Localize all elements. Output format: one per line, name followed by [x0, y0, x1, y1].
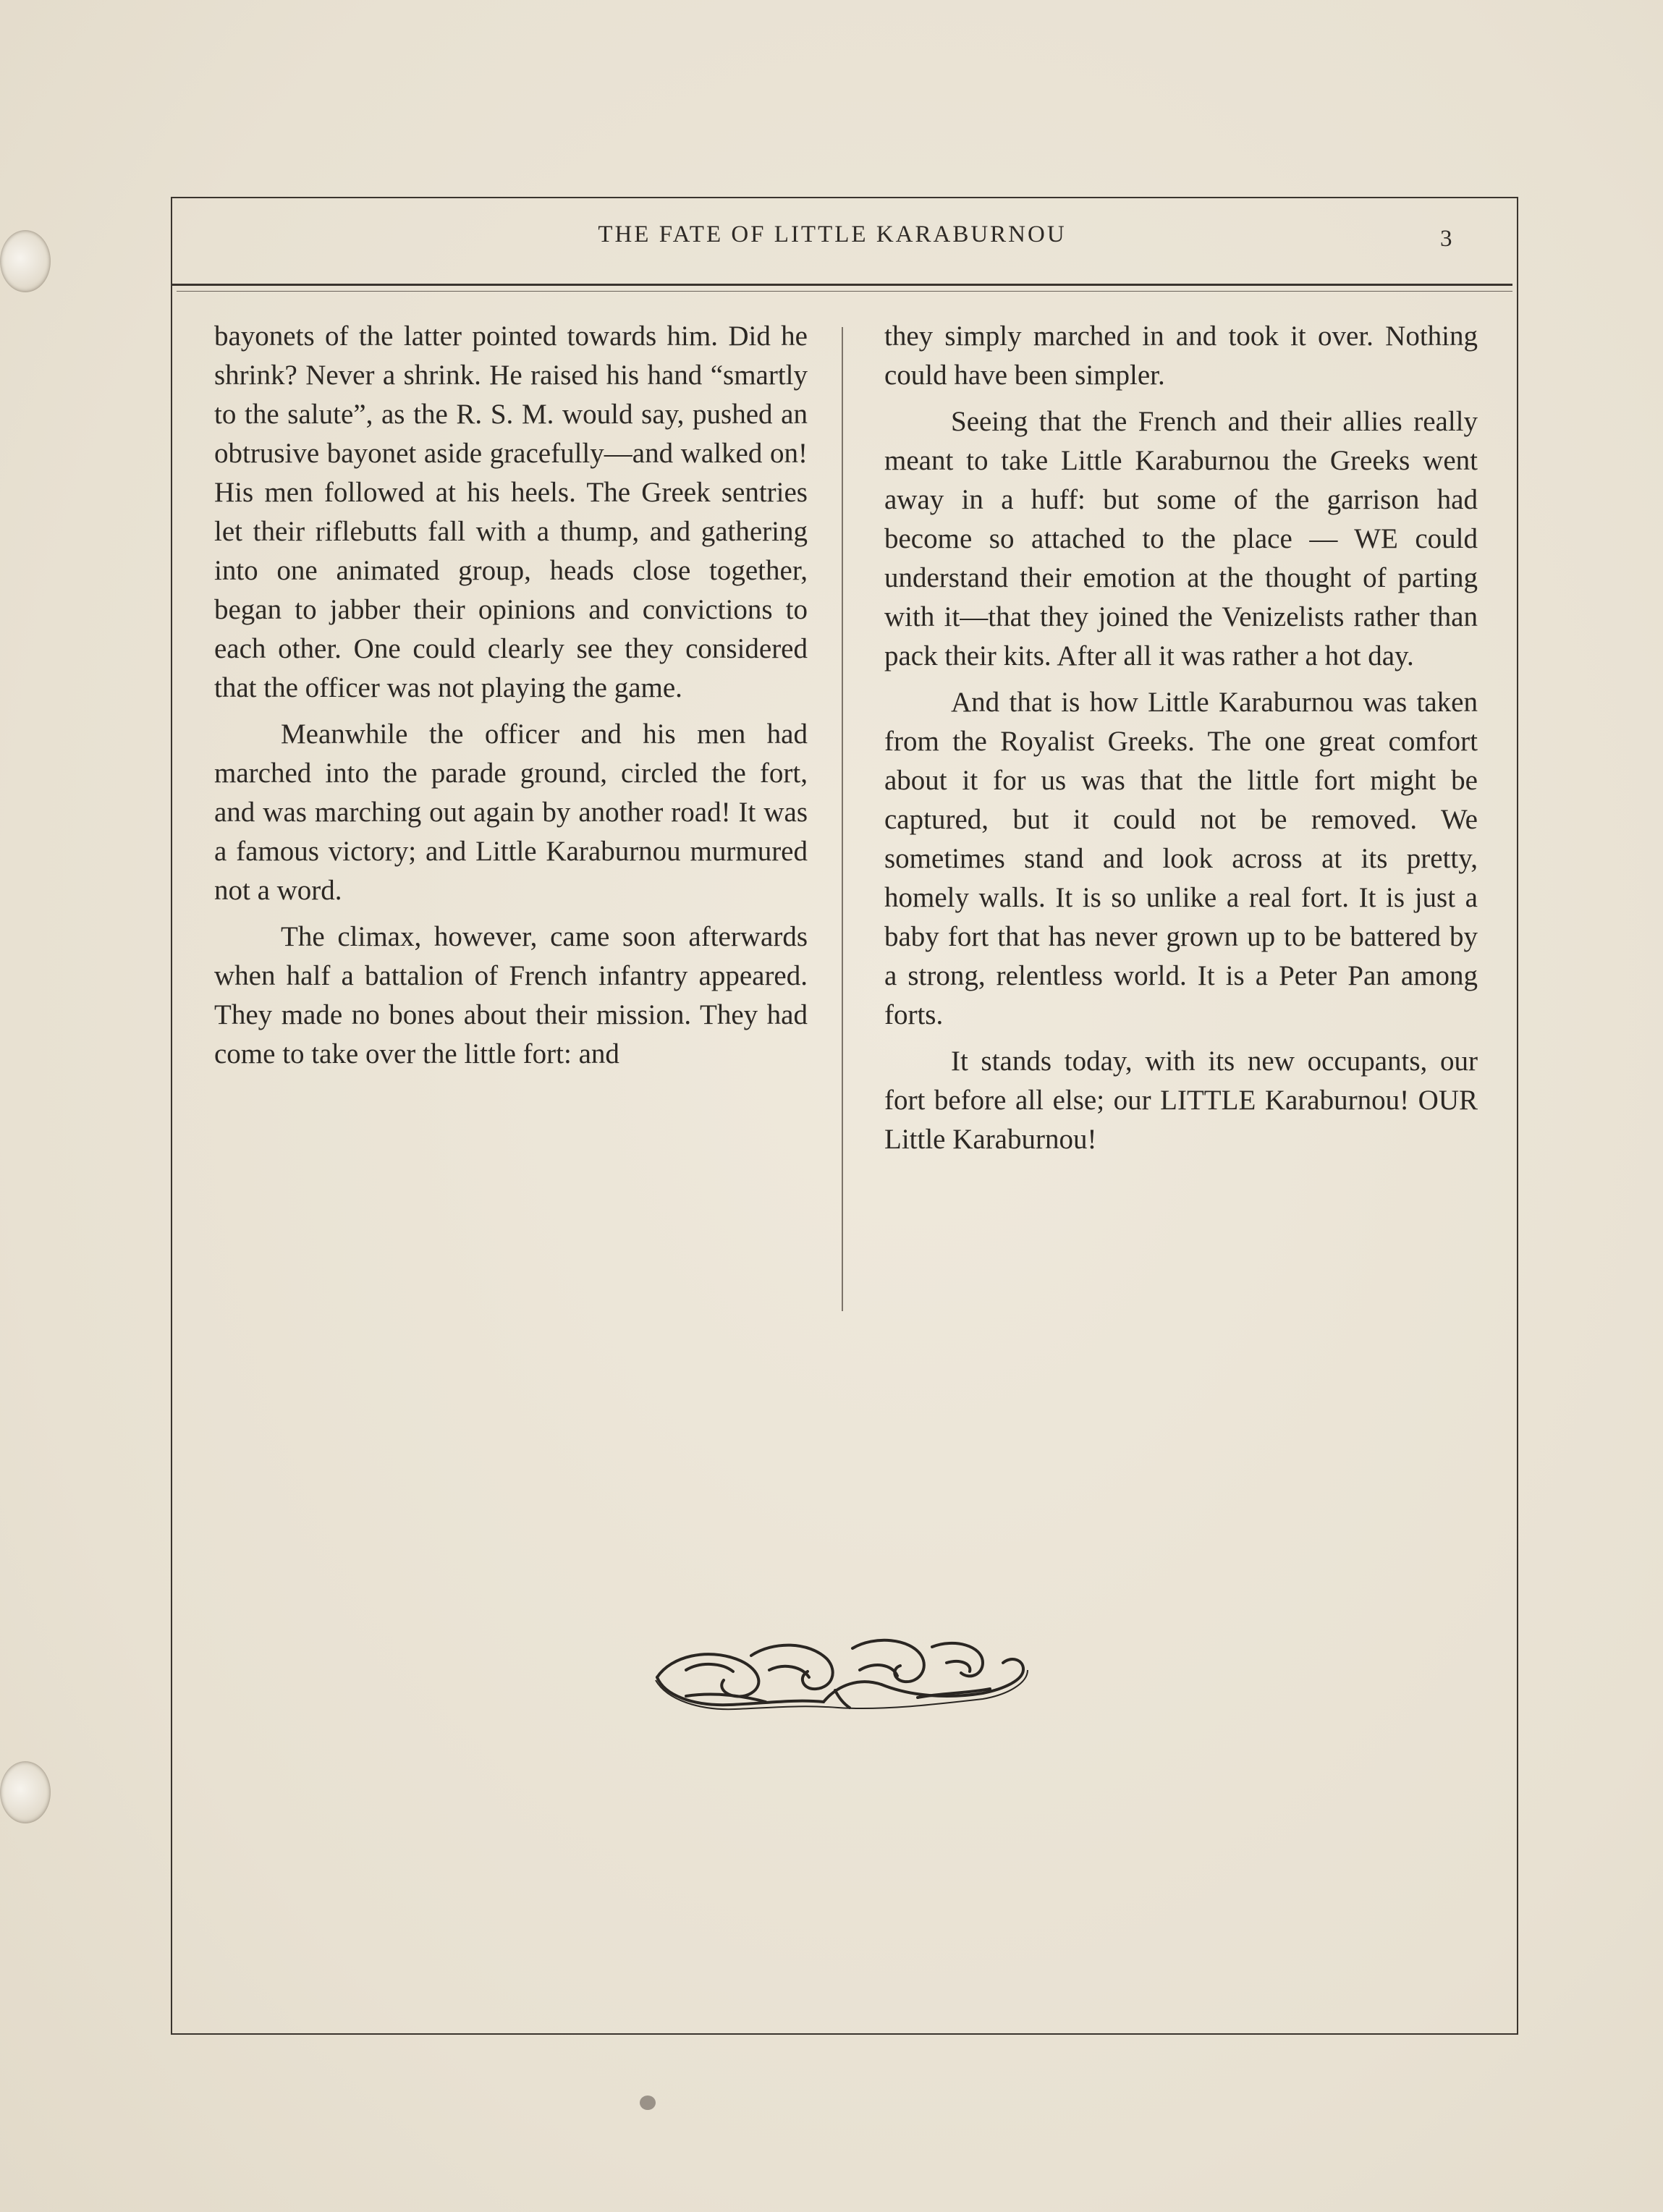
page-number: 3	[1440, 226, 1452, 252]
paragraph: bayonets of the latter pointed towards him. Did he shrink? Never a shrink. He raised his hand “smartly to the salute”, as the R. S. M. would say, pushed an obtrusive bayonet aside gracefully—and walked on! His men followed at his heels. The Greek sentries let their riflebutts fall with a thump, and gathering into one animated group, heads close together, began to jabber their opinions and convictions to each other. One could clearly see they considered that the officer was not playing the game.	[214, 321, 808, 703]
header-rule	[171, 284, 1512, 286]
left-column	[214, 317, 808, 1081]
paragraph: Meanwhile the officer and his men had marched into the parade ground, circled the fort, and was marching out again by another road! It was a famous victory; and Little Karaburnou murmured not a word.	[214, 719, 808, 906]
binding-hole-bottom	[0, 1761, 51, 1823]
paper-speck	[640, 2096, 656, 2110]
right-column	[884, 317, 1478, 1166]
paragraph: The climax, however, came soon afterwards when half a battalion of French infantry appeared. They made no bones about their mission. They had come to take over the little fort: and	[214, 921, 808, 1069]
column-divider	[842, 327, 843, 1311]
paragraph: Seeing that the French and their allies really meant to take Little Karaburnou the Greeks went away in a huff: but some of the garrison had become so attached to the place — WE could understand their emotion at the thought of parting with it—that they joined the Venizelists rather than pack their kits. After all it was rather a hot day.	[884, 406, 1478, 671]
binding-hole-top	[0, 230, 51, 292]
header-rule-thin	[177, 291, 1512, 292]
ornament-icon	[643, 1627, 1038, 1716]
running-title: THE FATE OF LITTLE KARABURNOU	[598, 221, 1067, 247]
paragraph: they simply marched in and took it over. Nothing could have been simpler.	[884, 321, 1478, 391]
paragraph: It stands today, with its new occupants, our fort before all else; our LITTLE Karaburnou! OUR Little Karaburnou!	[884, 1046, 1478, 1155]
paragraph: And that is how Little Karaburnou was taken from the Royalist Greeks. The one great comfort about it for us was that the little fort might be captured, but it could not be removed. We sometimes stand and look across at its pretty, homely walls. It is so unlike a real fort. It is just a baby fort that has never grown up to be battered by a strong, relentless world. It is a Peter Pan among forts.	[884, 687, 1478, 1030]
